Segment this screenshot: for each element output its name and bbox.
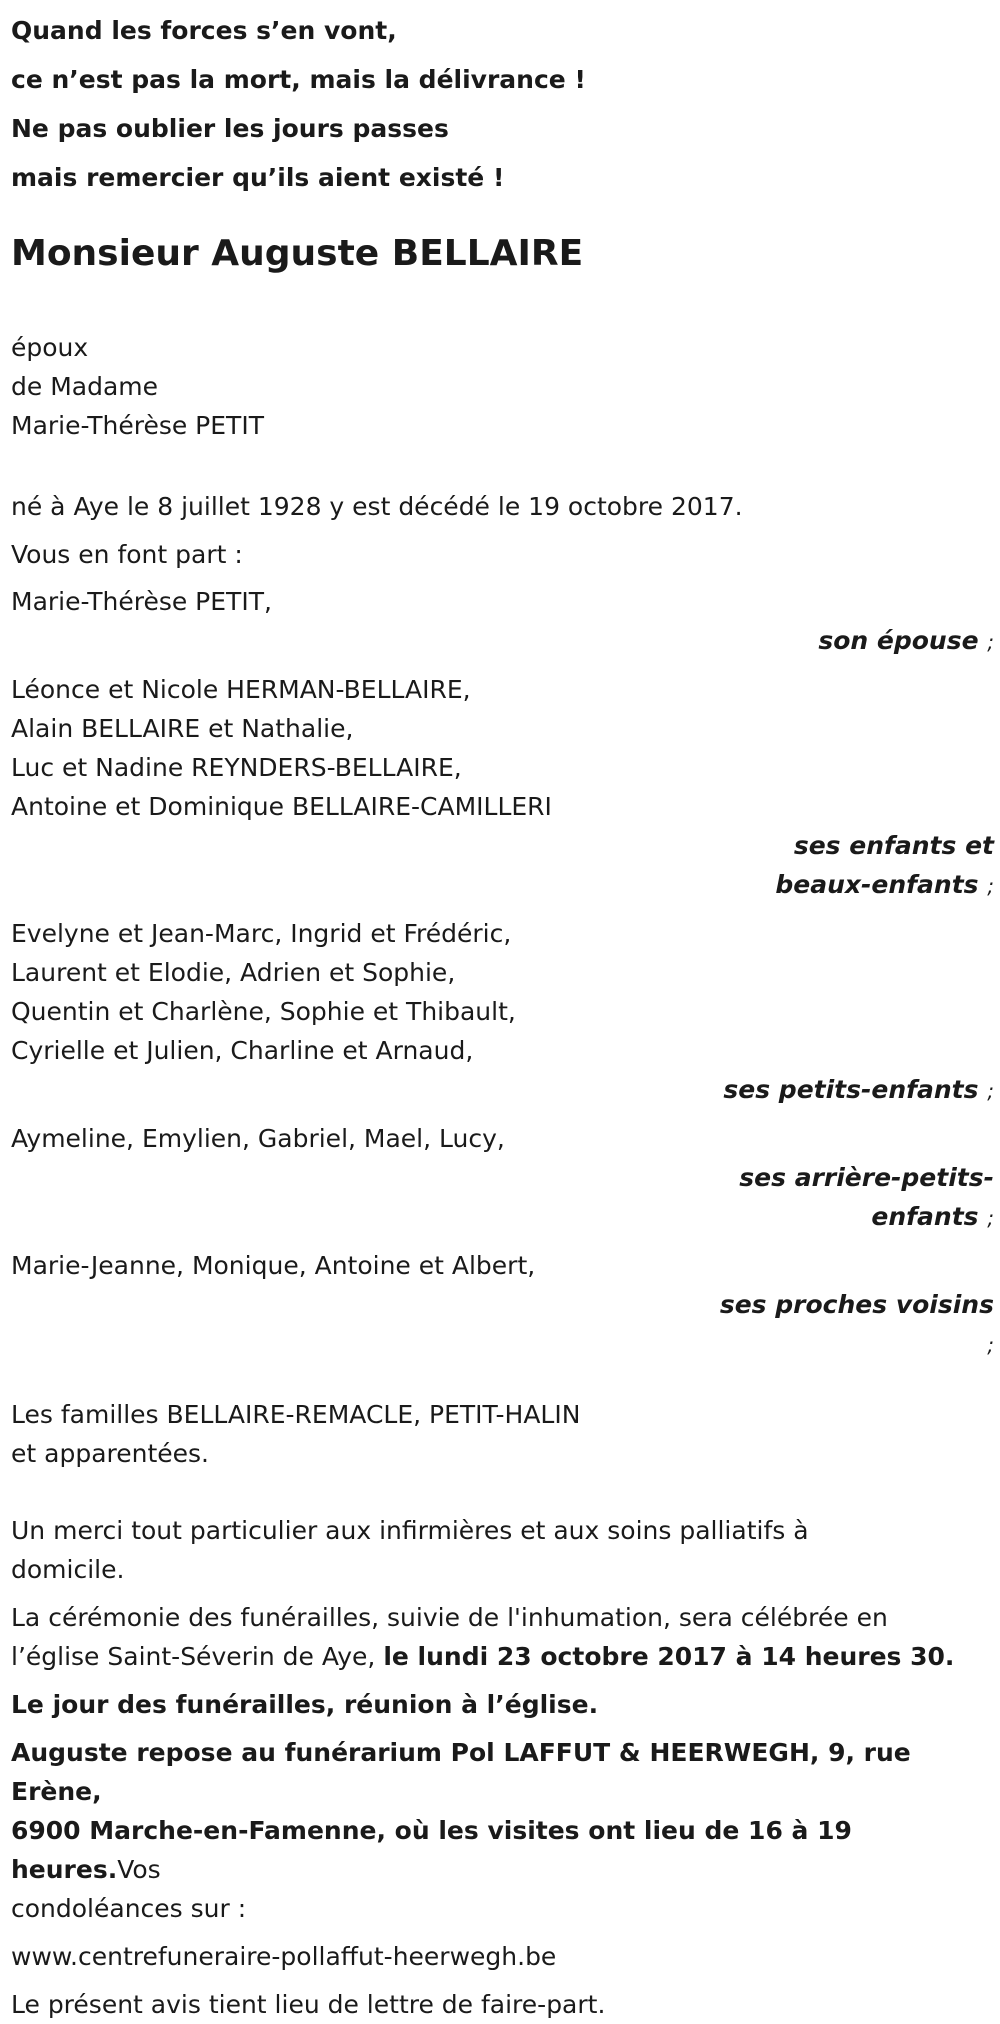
family-names	[11, 914, 994, 1070]
family-role	[11, 1070, 994, 1111]
family-name-line: Léonce et Nicole HERMAN-BELLAIRE,	[11, 675, 471, 704]
family-names	[11, 1119, 994, 1158]
family-name-line: Marie-Thérèse PETIT,	[11, 587, 272, 616]
family-name-line: Antoine et Dominique BELLAIRE-CAMILLERI	[11, 792, 552, 821]
condolences-line: condoléances sur :	[11, 1894, 247, 1923]
role-suffix: ;	[987, 1333, 994, 1357]
family-role	[11, 826, 994, 906]
role-suffix: ;	[987, 630, 994, 654]
ceremony-datetime: le lundi 23 octobre 2017 à 14 heures 30.	[383, 1642, 955, 1671]
spouse-line: époux	[11, 333, 89, 362]
spouse-line: de Madame	[11, 372, 159, 401]
ceremony-line: La cérémonie des funérailles, suivie de l'inhumation, sera célébrée en	[11, 1603, 888, 1632]
poem-line: ce n’est pas la mort, mais la délivrance !	[11, 65, 586, 94]
role-line: ses petits-enfants	[723, 1075, 979, 1104]
poem-line: Ne pas oublier les jours passes	[11, 114, 449, 143]
role-line: ses proches voisins	[719, 1290, 994, 1319]
family-role	[11, 1285, 994, 1365]
funerarium-line: Auguste repose au funérarium Pol LAFFUT & HEERWEGH, 9, rue Erène,	[11, 1738, 911, 1806]
ceremony-paragraph	[11, 1598, 994, 1676]
families-line: et apparentées.	[11, 1439, 209, 1468]
poem	[11, 0, 994, 202]
deceased-name: Monsieur Auguste BELLAIRE	[11, 233, 584, 274]
role-line: beaux-enfants	[775, 870, 979, 899]
role-line: ses enfants et	[793, 831, 994, 860]
family-group-children	[11, 670, 994, 906]
family-group-neighbours	[11, 1246, 994, 1365]
family-group-spouse	[11, 582, 994, 662]
condolences-start: Vos	[117, 1855, 161, 1884]
family-name-line: Marie-Jeanne, Monique, Antoine et Albert,	[11, 1251, 536, 1280]
family-name-line: Aymeline, Emylien, Gabriel, Mael, Lucy,	[11, 1124, 505, 1153]
family-name-line: Luc et Nadine REYNDERS-BELLAIRE,	[11, 753, 462, 782]
families-line: Les familles BELLAIRE-REMACLE, PETIT-HALIN	[11, 1400, 581, 1429]
announcement-intro: Vous en font part :	[11, 540, 243, 569]
family-role	[11, 1158, 994, 1238]
role-line: son épouse	[818, 626, 979, 655]
website-link[interactable]: www.centrefuneraire-pollaffut-heerwegh.be	[11, 1942, 557, 1971]
family-name-line: Alain BELLAIRE et Nathalie,	[11, 714, 354, 743]
family-group-great-grandchildren	[11, 1119, 994, 1238]
spouse-block	[11, 328, 994, 445]
role-line: enfants	[871, 1202, 979, 1231]
family-names	[11, 582, 994, 621]
meeting-line: Le jour des funérailles, réunion à l’église.	[11, 1690, 599, 1719]
family-group-grandchildren	[11, 914, 994, 1111]
role-suffix: ;	[987, 1206, 994, 1230]
poem-line: Quand les forces s’en vont,	[11, 16, 397, 45]
family-name-line: Cyrielle et Julien, Charline et Arnaud,	[11, 1036, 474, 1065]
role-suffix: ;	[987, 874, 994, 898]
thanks-line: Un merci tout particulier aux infirmières et aux soins palliatifs à	[11, 1516, 809, 1545]
obituary-notice	[11, 0, 994, 2024]
funerarium-address: 6900 Marche-en-Famenne, où les visites ont lieu de 16 à 19 heures.	[11, 1816, 852, 1884]
thanks-line: domicile.	[11, 1555, 125, 1584]
closing-line: Le présent avis tient lieu de lettre de faire-part.	[11, 1990, 606, 2019]
family-names	[11, 1246, 994, 1285]
family-name-line: Laurent et Elodie, Adrien et Sophie,	[11, 958, 456, 987]
poem-line: mais remercier qu’ils aient existé !	[11, 163, 505, 192]
spouse-line: Marie-Thérèse PETIT	[11, 411, 264, 440]
related-families	[11, 1395, 994, 1473]
family-name-line: Evelyne et Jean-Marc, Ingrid et Frédéric,	[11, 919, 512, 948]
family-names	[11, 670, 994, 826]
thanks-paragraph	[11, 1511, 994, 1589]
funerarium-paragraph	[11, 1733, 994, 1928]
role-line: ses arrière-petits-	[739, 1163, 994, 1192]
birth-death-line: né à Aye le 8 juillet 1928 y est décédé le 19 octobre 2017.	[11, 492, 743, 521]
role-suffix: ;	[987, 1079, 994, 1103]
ceremony-location: l’église Saint-Séverin de Aye,	[11, 1642, 384, 1671]
family-role	[11, 621, 994, 662]
family-name-line: Quentin et Charlène, Sophie et Thibault,	[11, 997, 516, 1026]
